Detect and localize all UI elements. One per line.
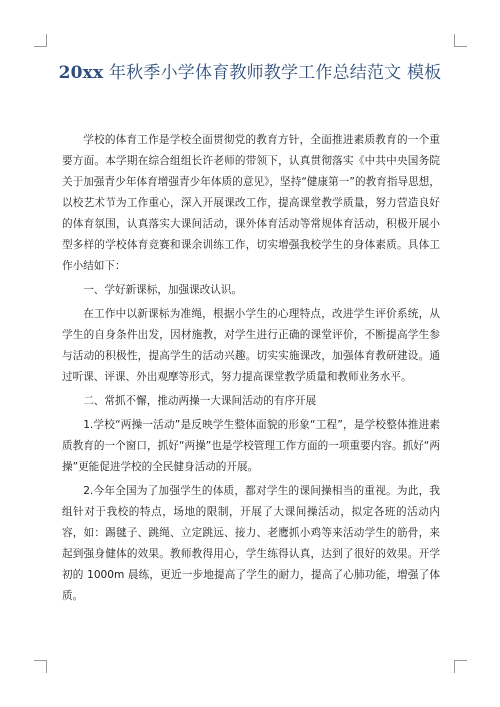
page-corner-mark-top-left: [34, 34, 47, 47]
document-title-lead: 20xx: [58, 63, 104, 83]
page-corner-mark-top-right: [454, 34, 467, 47]
document-title: [50, 62, 450, 85]
document-body: [62, 130, 440, 610]
paragraph-section-1: 在工作中以新课标为准绳，根据小学生的心理特点，改进学生评价系统，从学生的自身条件出发，因材施教，对学生进行正确的课堂评价，不断提高学生参与活动的积极性，提高学生的活动兴趣。切实实施课改，加强体育教研建设。通过听课、评课、外出观摩等形式，努力提高课堂教学质量和教师业务水平。: [62, 308, 440, 383]
page-corner-mark-bottom-right: [454, 660, 467, 673]
document-title-rest: 年秋季小学体育教师教学工作总结范文 模板: [103, 63, 442, 83]
section-heading-2: 二、常抓不懈，推动两操一大课间活动的有序开展: [83, 395, 317, 407]
page-corner-mark-bottom-left: [34, 660, 47, 673]
paragraph-item-1: 1.学校“两操一活动”是反映学生整体面貌的形象“工程”，是学校整体推进素质教育的一个窗口，抓好“两操”也是学校管理工作方面的一项重要内容。抓好“两操”更能促进学校的全民健身活动的开展。: [62, 419, 440, 473]
section-heading-1: 一、学好新课标，加强课改认识。: [83, 284, 243, 296]
paragraph-item-2: 2.今年全国为了加强学生的体质，都对学生的课间操相当的重视。为此，我组针对于我校的特点，场地的限制，开展了大课间操活动，拟定各班的活动内容，如：踢毽子、跳绳、立定跳远、接力、老鹰抓小鸡等来活动学生的筋骨，来起到强身健体的效果。教师教得用心，学生练得认真，达到了很好的效果。开学初的 1000m 晨练，更近一步地提高了学生的耐力，提高了心肺功能，增强了体质。: [62, 485, 440, 602]
paragraph-intro: 学校的体育工作是学校全面贯彻党的教育方针，全面推进素质教育的一个重要方面。本学期在综合组组长许老师的带领下，认真贯彻落实《中共中央国务院关于加强青少年体育增强青少年体质的意见》，坚持“健康第一”的教育指导思想，以校艺术节为工作重心，深入开展课改工作，提高课堂教学质量，努力营造良好的体育氛围，认真落实大课间活动，课外体育活动等常规体育活动，积极开展小型多样的学校体育竞赛和课余训练工作，切实增强我校学生的身体素质。具体工作小结如下：: [62, 134, 440, 272]
